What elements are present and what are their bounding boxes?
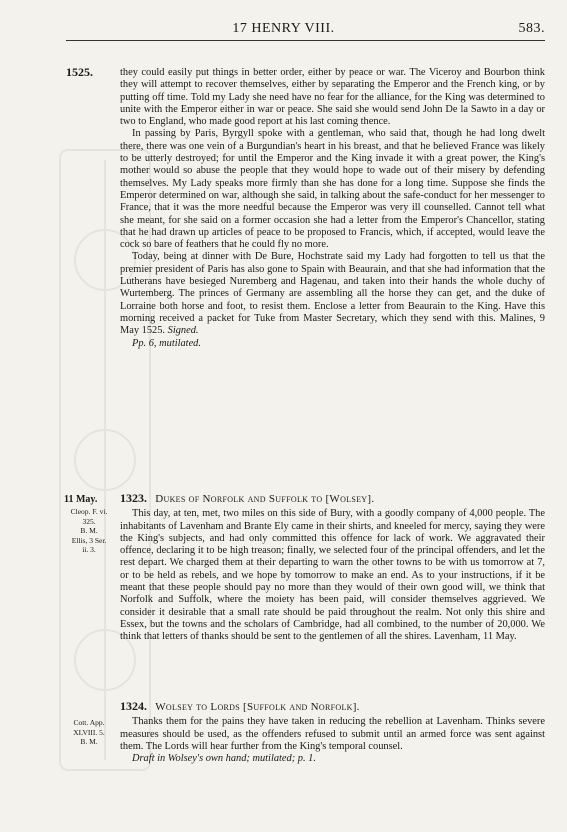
source-reference (64, 507, 114, 555)
source-reference (64, 718, 114, 747)
page-number: 583. (518, 21, 545, 36)
entry-title: Dukes of Norfolk and Suffolk to [Wolsey]. (155, 493, 375, 505)
header-rule (66, 40, 545, 41)
reference-line: Ellis, 3 Ser. (71, 535, 107, 545)
entry-title: Wolsey to Lords [Suffolk and Norfolk]. (155, 701, 360, 713)
reference-line: B. M. (80, 526, 98, 535)
entry-number: 1324. (120, 699, 147, 713)
reference-line: XLVIII. 5. (73, 727, 105, 737)
paragraph: Thanks them for the pains they have taken in reducing the rebellion at Lavenham. Thinks severe measures should be used, as the offenders refused to submit until an armed force was sent against them. The Lords will hear further from the King's temporal counsel. (120, 716, 545, 752)
entry-heading (120, 492, 545, 505)
reference-line: Cott. App. (73, 718, 105, 727)
editorial-note: Draft in Wolsey's own hand; mutilated; p. 1. (132, 753, 316, 765)
entry-1323 (120, 492, 545, 644)
paragraph: they could easily put things in better order, either by peace or war. The Viceroy and Bourbon think they will attempt to recover themselves, either by separating the Emperor and the French king, or by putting off time. Told my Lady she need have no fear for the alliance, for the King was determined to unite with the Emperor either in war or peace. She said she would send John De la Sawto in a day or two to England, who made good report at his last coming thence. (120, 67, 545, 128)
continued-letter (120, 67, 545, 350)
paragraph (120, 251, 545, 337)
year-marker: 1525. (66, 65, 93, 79)
paragraph-text: Today, being at dinner with De Bure, Hochstrate said my Lady had forgotten to tell us that the premier president of Paris has also gone to Spain with Beaurain, and that she had information that the Lutherans have besieged Nuremberg and Hagenau, and taken into their hands the whole duchy of Wurtemberg. The princes of Germany are assembling all the horse they can get, and the duke of Lorraine both horse and foot, to resist them. Enclose a letter from Beaurain to the King. Have this morning received a packet for Tuke from Master Secretary, which they send with this. Malines, 9 May 1525. (120, 251, 545, 337)
editorial-note: Pp. 6, mutilated. (132, 337, 201, 349)
entry-number: 1323. (120, 491, 147, 505)
paragraph: This day, at ten, met, two miles on this side of Bury, with a goodly company of 4,000 people. The inhabitants of Lavenham and Brante Ely came in their shirts, and kneeled for mercy, saying they were the King's subjects, and had only committed this offence for lack of work. We aggravated their offence, declaring it to be high treason; finally, we selected four of the principal offenders, and let the rest depart. We charged them at their departing to warn the other towns to be with us tomorrow at 7, or to be held as rebels, and we hope by tomorrow to make an end. As to your instructions, if it be meant that these people should pay no more than they would of their own good will, we think that Norfolk and Suffolk, where the moiety has been paid, will consider themselves aggrieved. We consider it desirable that a small rate should be paid throughout the realm. Not only this shire and Essex, but the towns and the scholars of Cambridge, had all combined, to the number of 20,000. We think that letters of thanks should be sent to the gentlemen of all the shires. Lavenham, 11 May. (120, 508, 545, 643)
reference-line: Cleop. F. vi. (70, 507, 108, 516)
reference-line: B. M. (80, 737, 98, 746)
entry-heading (120, 700, 545, 713)
paragraph: In passing by Paris, Byrgyll spoke with a gentleman, who said that, though he had long dwelt there, there was one vein of a Burgundian's heart in his breast, and that he believed France was likely to be utterly destroyed; for until the Emperor and the King invade it with a great power, the King's mother would so abuse the people that they would hope to wade out of their misery by defending themselves. My Lady speaks more firmly than she has done for a long time. Suppose she finds the Emperor determined on war, although she said, in talking about the safe-conduct for her messenger to France, that it was the more needful because the Emperor was very ill counselled. Cannot tell what she meant, for she said on a former occasion she had a letter from the Emperor's Chancellor, stating that he had drawn up articles of peace to be proposed to Francis, which, if accepted, would leave the cock so bare of feathers that he could fly no more. (120, 128, 545, 251)
reference-line: ii. 3. (82, 545, 96, 554)
entry-date: 11 May. (64, 494, 98, 505)
signed-mark: Signed. (167, 325, 199, 337)
entry-1324 (120, 700, 545, 765)
reference-line: 325. (82, 516, 96, 526)
page-header-title: 17 HENRY VIII. (232, 21, 335, 36)
running-header (0, 21, 567, 41)
